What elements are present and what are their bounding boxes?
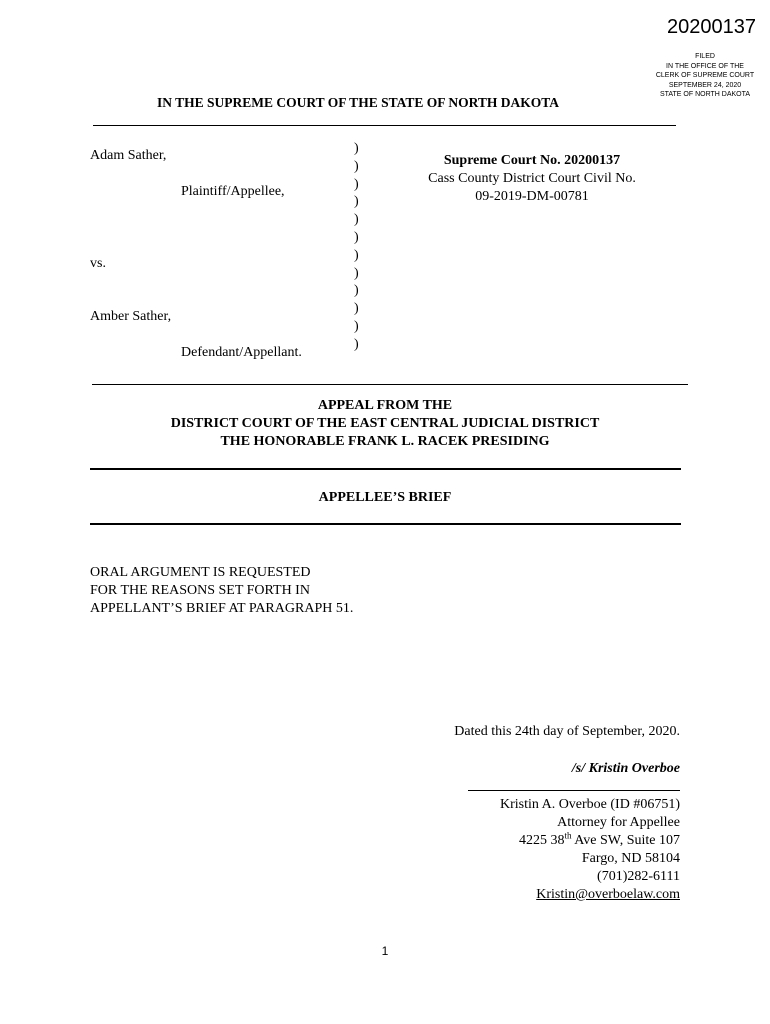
oral-argument-line: FOR THE REASONS SET FORTH IN (90, 583, 310, 598)
title-bottom-rule (90, 523, 681, 525)
caption-divider (92, 384, 688, 385)
title-top-rule (90, 468, 681, 470)
address-street: Ave SW, Suite 107 (571, 833, 680, 848)
oral-argument-line: ORAL ARGUMENT IS REQUESTED (90, 565, 311, 580)
plaintiff-role: Plaintiff/Appellee, (181, 184, 285, 199)
filing-stamp (648, 52, 762, 100)
signature-rule (468, 790, 680, 791)
caption-parenthesis: ) (354, 141, 359, 156)
district-court-line: Cass County District Court Civil No. (428, 171, 636, 186)
caption-parenthesis: ) (354, 176, 359, 192)
document-number: 20200137 (667, 16, 756, 38)
attorney-phone: (701)282-6111 (597, 869, 680, 884)
appeal-line: DISTRICT COURT OF THE EAST CENTRAL JUDICIAL DISTRICT (170, 416, 600, 431)
caption-parenthesis: ) (354, 194, 359, 210)
caption-parenthesis: ) (354, 158, 359, 174)
appeal-block (90, 397, 680, 451)
caption-parenthesis: ) (354, 247, 359, 263)
page-number: 1 (381, 944, 389, 958)
caption-parenthesis: ) (354, 336, 359, 352)
attorney-address (500, 832, 680, 850)
appeal-line: THE HONORABLE FRANK L. RACEK PRESIDING (220, 434, 550, 449)
filing-stamp-line: STATE OF NORTH DAKOTA (659, 91, 751, 98)
attorney-name: Kristin A. Overboe (ID #06751) (499, 797, 680, 812)
oral-argument-request (90, 564, 353, 618)
caption-parenthesis: ) (354, 212, 359, 228)
district-case-number: 09-2019-DM-00781 (475, 189, 589, 204)
filing-stamp-line: CLERK OF SUPREME COURT (655, 72, 755, 79)
attorney-title: Attorney for Appellee (557, 815, 680, 830)
plaintiff-name: Adam Sather, (90, 148, 167, 163)
attorney-city: Fargo, ND 58104 (581, 851, 680, 866)
defendant-role: Defendant/Appellant. (181, 345, 302, 360)
versus-label: vs. (90, 256, 106, 271)
caption-parenthesis: ) (354, 265, 359, 281)
signature: /s/ Kristin Overboe (571, 761, 680, 776)
case-info (392, 152, 672, 206)
heading-divider (93, 125, 676, 126)
caption-parenthesis: ) (354, 283, 359, 299)
oral-argument-line: APPELLANT’S BRIEF AT PARAGRAPH 51. (90, 601, 354, 616)
caption-parenthesis: ) (354, 301, 359, 317)
filing-stamp-line: FILED (695, 53, 715, 60)
caption-parenthesis: ) (354, 318, 359, 334)
brief-title: APPELLEE’S BRIEF (318, 490, 452, 505)
supreme-court-number: Supreme Court No. 20200137 (443, 153, 621, 168)
filing-stamp-line: IN THE OFFICE OF THE (666, 62, 744, 70)
attorney-block (500, 796, 680, 904)
caption-parenthesis: ) (354, 229, 359, 245)
appeal-line: APPEAL FROM THE (317, 398, 453, 413)
court-heading: IN THE SUPREME COURT OF THE STATE OF NORTH DAKOTA (157, 95, 559, 110)
dated-line: Dated this 24th day of September, 2020. (454, 724, 680, 739)
address-number: 4225 38 (518, 833, 565, 848)
caption-parenthesis-column (354, 140, 359, 354)
address-suffix: th (564, 830, 572, 841)
defendant-name: Amber Sather, (90, 309, 172, 324)
filing-stamp-line: SEPTEMBER 24, 2020 (668, 81, 742, 89)
attorney-email-link[interactable]: Kristin@overboelaw.com (536, 887, 680, 902)
